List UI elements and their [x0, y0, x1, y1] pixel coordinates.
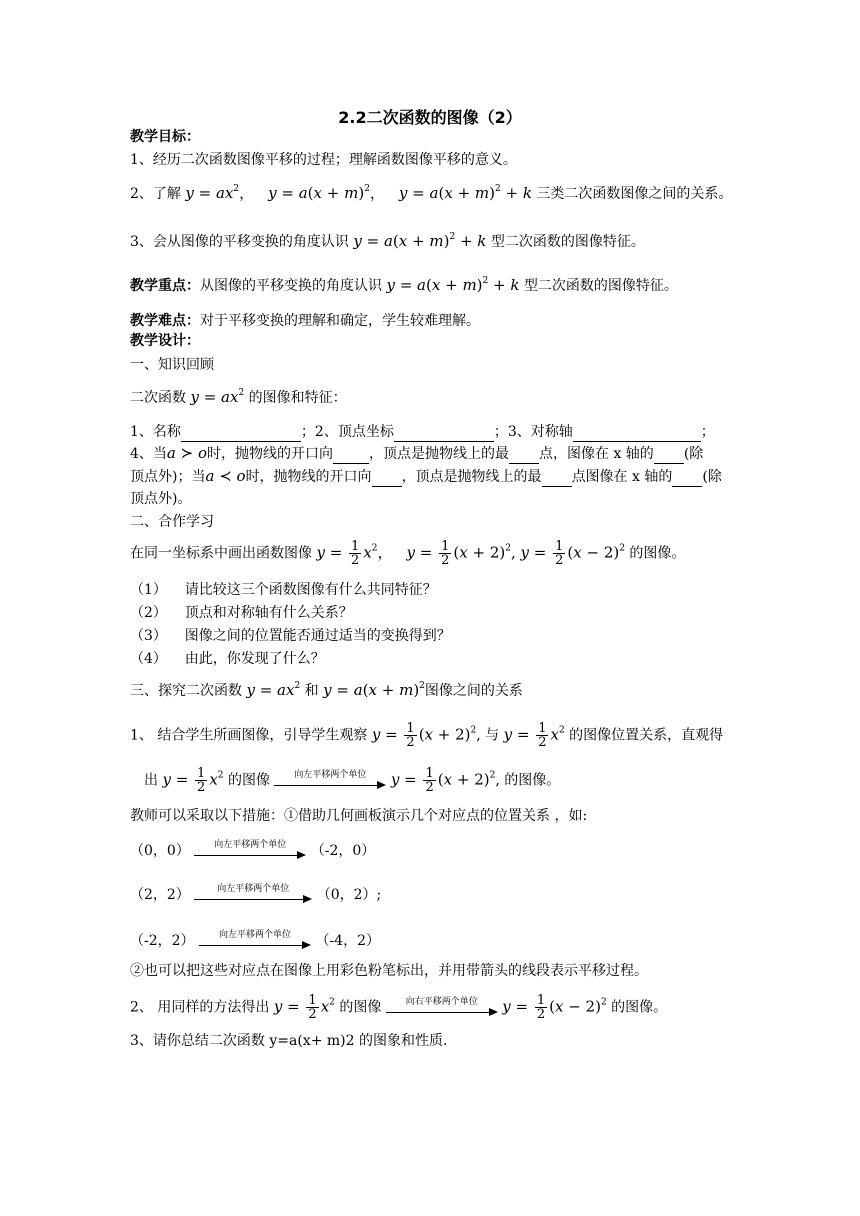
section-1: 一、知识回顾: [130, 357, 214, 373]
document-title: 2.2二次函数的图像（2）: [338, 108, 522, 127]
goal-1: 1、经历二次函数图像平移的过程；理解函数图像平移的意义。: [130, 152, 517, 168]
list-item: （3） 图像之间的位置能否通过适当的变换得到？: [130, 628, 451, 644]
key-point: 教学重点：从图像的平移变换的角度认识 $y = a(x + m)^2 + k$ 型二次函数的图像特征。: [130, 276, 678, 294]
goal-3: 3、会从图像的平移变换的角度认识 $y = a(x + m)^2 + k$ 型二次函数的图像特征。: [130, 232, 645, 250]
shift-left-arrow: 向左平移两个单位: [199, 930, 311, 952]
goal-2: 2、了解 $y = ax^2$， $y = a(x + m)^2$， $y = a(x + m)^2 + k$ 三类二次函数图像之间的关系。: [130, 184, 733, 202]
shift-left-arrow: 向左平移两个单位: [274, 770, 386, 792]
section-3: 三、探究二次函数 $y = ax^2$ 和 $y = a(x + m)^2$图像之间的关系: [130, 681, 523, 699]
question-4-line-2: 顶点外)；当a ≺ o时，抛物线的开口向 ，顶点是抛物线上的最 点图像在 x 轴的 (除: [130, 467, 722, 485]
list-item: （1） 请比较这三个函数图像有什么共同特征？: [130, 582, 437, 598]
list-item: （2） 顶点和对称轴有什么关系？: [130, 605, 353, 621]
mark-note: ②也可以把这些对应点在图像上用彩色粉笔标出，并用带箭头的线段表示平移过程。: [130, 963, 648, 979]
list-item: （4） 由此，你发现了什么？: [130, 651, 325, 667]
cooperative-task: 在同一坐标系中画出函数图像 y = $\frac{1}{2}$ $x^2$， y = $\frac{1}{2}$ $(x + 2)^2$, y = $\frac{1}{2}$ $(x - 2)^2$ 的图像。: [130, 539, 686, 568]
explore-1-line-2: 出 y = $\frac{1}{2}$ $x^2$ 的图像 向左平移两个单位 y = $\frac{1}{2}$ $(x + 2)^2$, 的图像。: [144, 766, 561, 795]
review-line: 二次函数 $y = ax^2$ 的图像和特征：: [130, 388, 347, 406]
shift-left-arrow: 向左平移两个单位: [194, 840, 306, 862]
design-heading: 教学设计：: [130, 333, 200, 349]
explore-2: 2、 用同样的方法得出 y = $\frac{1}{2}$ $x^2$ 的图像 向右平移两个单位 y = $\frac{1}{2}$ $(x - 2)^2$ 的图像。: [130, 993, 668, 1022]
question-4-line-3: 顶点外)。: [130, 491, 192, 507]
shift-right-arrow: 向右平移两个单位: [386, 997, 498, 1019]
difficulty: 教学难点：对于平移变换的理解和确定，学生较难理解。: [130, 313, 480, 329]
question-4-line-1: 4、当a ≻ o时，抛物线的开口向 ，顶点是抛物线上的最 点，图像在 x 轴的 (除: [130, 444, 704, 462]
point-mapping: （-2，2） 向左平移两个单位 （-4，2）: [130, 930, 380, 952]
shift-left-arrow: 向左平移两个单位: [194, 884, 312, 906]
section-2: 二、合作学习: [130, 514, 214, 530]
point-mapping: （2，2） 向左平移两个单位 （0，2）;: [130, 884, 381, 906]
teacher-note: 教师可以采取以下措施：①借助几何画板演示几个对应点的位置关系 ，如:: [130, 808, 588, 824]
explore-3: 3、请你总结二次函数 y=a(x+ m)2 的图象和性质.: [130, 1033, 448, 1049]
point-mapping: （0，0） 向左平移两个单位 （-2，0）: [130, 840, 375, 862]
question-1-3: 1、名称 ；2、顶点坐标 ；3、对称轴 ；: [130, 424, 715, 440]
goals-heading: 教学目标：: [130, 129, 200, 145]
explore-1-line-1: 1、 结合学生所画图像，引导学生观察 y = $\frac{1}{2}$ $(x + 2)^2$, 与 y = $\frac{1}{2}$ $x^2$ 的图像位置关系，直观得: [130, 721, 724, 750]
